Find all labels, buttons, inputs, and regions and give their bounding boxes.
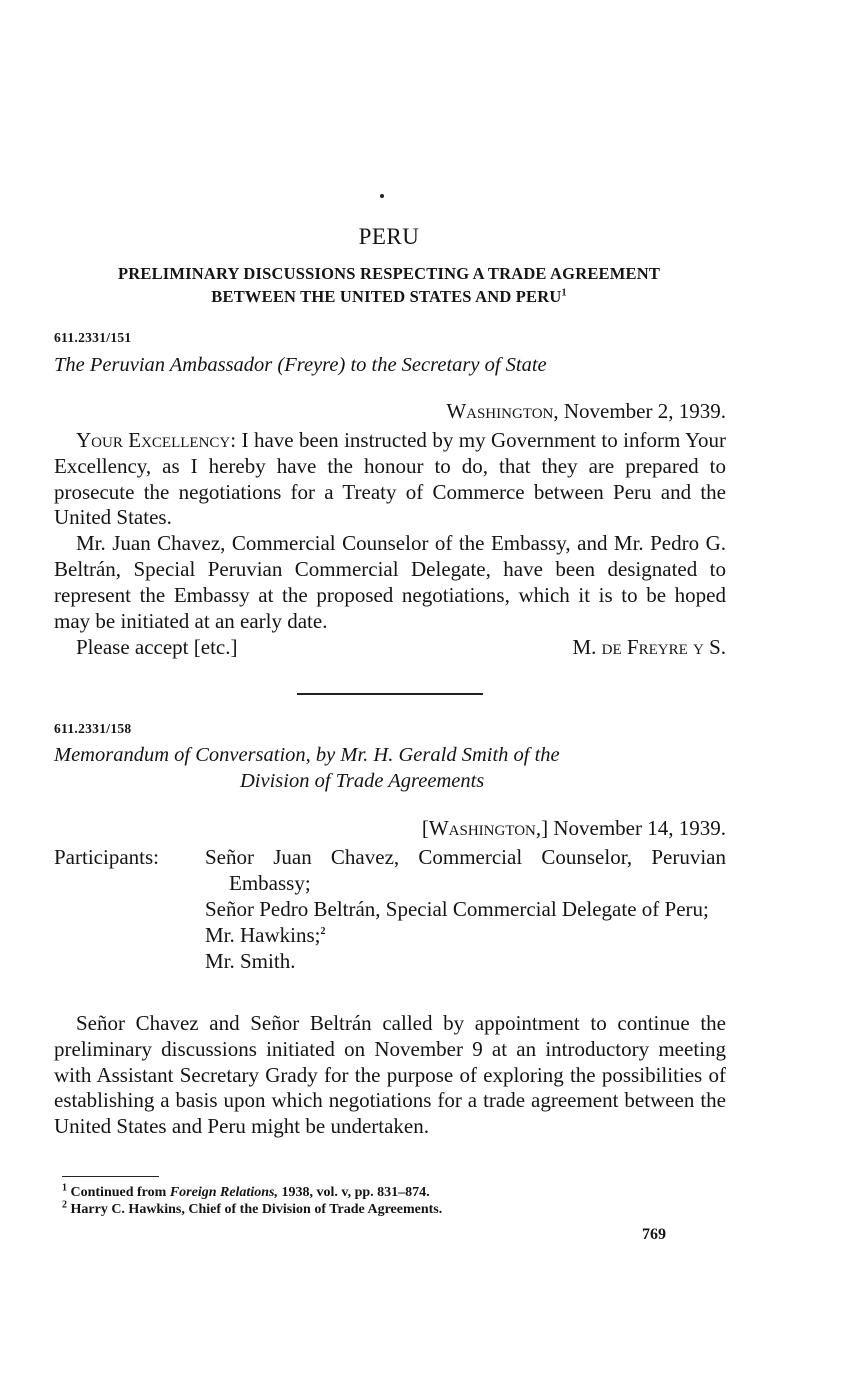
page-number: 769 xyxy=(642,1226,666,1243)
memorandum-body xyxy=(54,1011,726,1140)
dateline xyxy=(446,399,726,424)
footnote-ref: 2 xyxy=(62,1199,67,1211)
footnote-ref: 1 xyxy=(62,1182,67,1194)
participant-entry: Señor Pedro Beltrán, Special Commercial Delegate of Peru; xyxy=(205,897,709,921)
letter-body xyxy=(54,428,726,634)
paragraph xyxy=(54,428,726,531)
participant-entry: Mr. Smith. xyxy=(205,949,296,973)
footnotes xyxy=(62,1184,442,1218)
footnote xyxy=(62,1201,442,1218)
participants-label: Participants: xyxy=(54,845,159,869)
decorative-dot xyxy=(380,194,384,198)
closing-line xyxy=(54,635,726,660)
participant-footnote-ref: 2 xyxy=(320,926,326,937)
paragraph: Mr. Juan Chavez, Commercial Counselor of the Embassy, and Mr. Pedro G. Beltrán, Special Peruvian Commercial Delegate, have been designated to represent the Embassy at the proposed negotiations, which it is to be hoped may be initiated at an early date. xyxy=(54,531,726,633)
footnote xyxy=(62,1184,442,1201)
document-title-line-1: Memorandum of Conversation, by Mr. H. Gerald Smith of the xyxy=(54,744,560,766)
signature-name: de Freyre y S. xyxy=(601,635,726,659)
country-title: PERU xyxy=(358,224,420,249)
paragraph-text: I have been instructed by my Government to inform Your Excellency, as I hereby have the honour to do, that they are prepared to prosecute the negotiations for a Treaty of Commerce between Peru and the United States. xyxy=(54,428,727,530)
salutation: Your Excellency: xyxy=(76,428,237,452)
document-title: The Peruvian Ambassador (Freyre) to the Secretary of State xyxy=(54,354,547,376)
heading-line-1: PRELIMINARY DISCUSSIONS RESPECTING A TRADE AGREEMENT xyxy=(117,264,661,283)
paragraph: Señor Chavez and Señor Beltrán called by appointment to continue the preliminary discussions initiated on November 9 at an introductory meeting with Assistant Secretary Grady for the purpose of exploring the possibilities of establishing a basis upon which negotiations for a trade agreement between the United States and Peru might be undertaken. xyxy=(54,1011,726,1139)
footnote-text: Continued from xyxy=(70,1185,167,1200)
dateline-date: November 2, 1939. xyxy=(563,399,726,423)
section-heading xyxy=(60,262,718,308)
heading-footnote-ref: 1 xyxy=(561,287,567,299)
document-title xyxy=(54,742,726,794)
footnote-italic-text: Foreign Relations, xyxy=(169,1185,278,1200)
dateline-place: [Washington,] xyxy=(421,816,549,840)
section-divider xyxy=(297,693,483,695)
dateline-place: Washington, xyxy=(446,399,559,423)
footnote-divider xyxy=(62,1176,159,1177)
footnote-text: Harry C. Hawkins, Chief of the Division of Trade Agreements. xyxy=(70,1202,443,1217)
file-number: 611.2331/151 xyxy=(54,330,132,345)
heading-line-2: BETWEEN THE UNITED STATES AND PERU xyxy=(211,287,562,306)
signature-initial: M. xyxy=(572,635,597,659)
complimentary-close: Please accept [etc.] xyxy=(76,635,238,659)
file-number: 611.2331/158 xyxy=(54,721,132,736)
dateline-date: November 14, 1939. xyxy=(553,816,726,840)
dateline xyxy=(422,816,726,841)
footnote-text: 1938, vol. v, pp. 831–874. xyxy=(281,1185,430,1200)
participant-name: Mr. Hawkins; xyxy=(205,923,321,947)
participant-entry: Señor Juan Chavez, Commercial Counselor, Peruvian Embassy; xyxy=(205,845,726,895)
signature xyxy=(572,635,726,660)
participants-list xyxy=(205,844,726,974)
document-title-line-2: Division of Trade Agreements xyxy=(240,770,485,792)
participant-entry xyxy=(205,922,726,948)
